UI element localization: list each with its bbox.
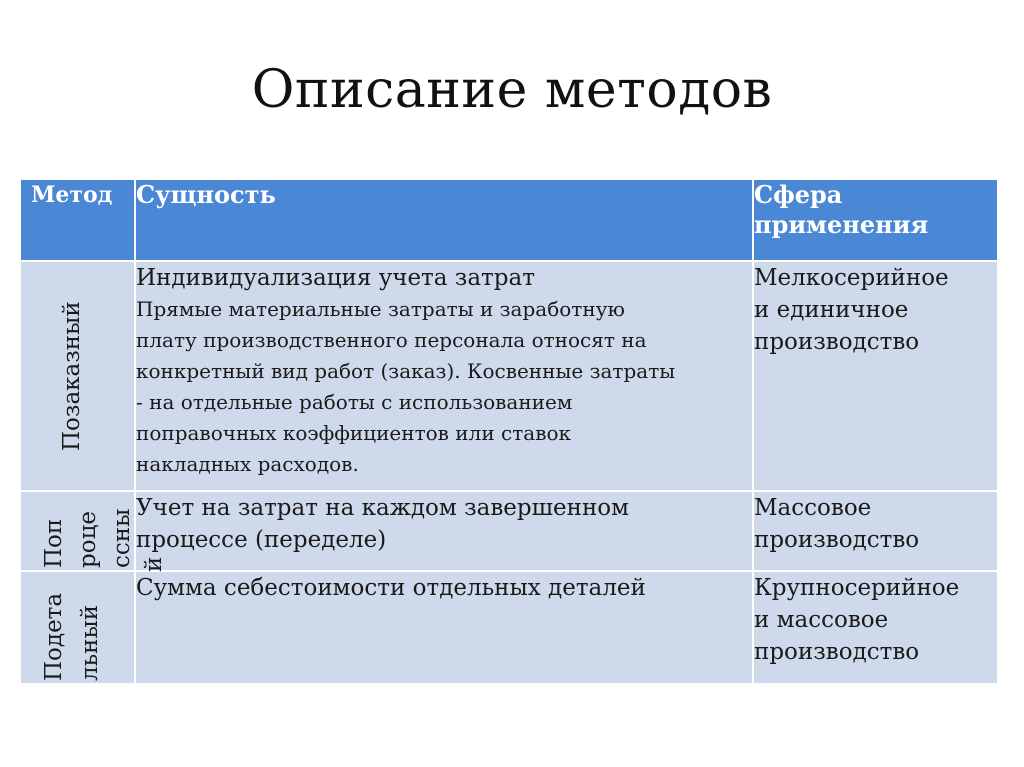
essence-line: процессе (переделе) [136, 527, 387, 553]
slide-title: Описание методов [251, 60, 773, 120]
method-name-part: Поп [41, 518, 67, 568]
essence-line: плату производственного персонала относят на [136, 328, 647, 352]
essence-lead: Индивидуализация учета затрат [136, 265, 535, 291]
table-row [20, 571, 998, 684]
essence-cell [135, 261, 753, 491]
method-name-part: роце [75, 511, 101, 568]
method-cell-poznakazny [20, 261, 135, 491]
table-row [20, 491, 998, 571]
header-sphere [753, 179, 998, 261]
essence-line: поправочных коэффициентов или ставок [136, 421, 572, 445]
method-name-part: льный [77, 604, 103, 681]
sphere-line: Крупносерийное [754, 575, 960, 601]
methods-table [19, 178, 999, 685]
sphere-line: Мелкосерийное [754, 265, 949, 291]
essence-line: накладных расходов. [136, 452, 359, 476]
essence-line: Сумма себестоимости отдельных деталей [136, 575, 646, 601]
header-method: Метод [20, 179, 135, 261]
sphere-cell [753, 261, 998, 491]
sphere-line: и массовое [754, 607, 889, 633]
sphere-line: производство [754, 329, 920, 355]
sphere-line: Массовое [754, 495, 872, 521]
essence-line: Учет на затрат на каждом завершенном [136, 495, 630, 521]
sphere-line: и единичное [754, 297, 909, 323]
method-name-part: Подета [41, 592, 67, 681]
essence-cell [135, 491, 753, 571]
essence-line: Прямые материальные затраты и заработную [136, 297, 625, 321]
table-row [20, 261, 998, 491]
essence-line: - на отдельные работы с использованием [136, 390, 573, 414]
method-name-part: й [141, 556, 167, 572]
method-name: Позаказный [59, 301, 85, 452]
method-name-part: ссны [109, 508, 135, 568]
header-sphere-line1: Сфера [754, 180, 843, 209]
essence-cell [135, 571, 753, 684]
sphere-cell [753, 491, 998, 571]
table-header-row [20, 179, 998, 261]
header-sphere-line2: применения [754, 210, 929, 239]
method-cell-podetalny [20, 571, 135, 684]
sphere-line: производство [754, 527, 920, 553]
method-cell-poprotsessny [20, 491, 167, 572]
header-essence: Сущность [135, 179, 753, 261]
essence-line: конкретный вид работ (заказ). Косвенные затраты [136, 359, 676, 383]
sphere-cell [753, 571, 998, 684]
sphere-line: производство [754, 639, 920, 665]
